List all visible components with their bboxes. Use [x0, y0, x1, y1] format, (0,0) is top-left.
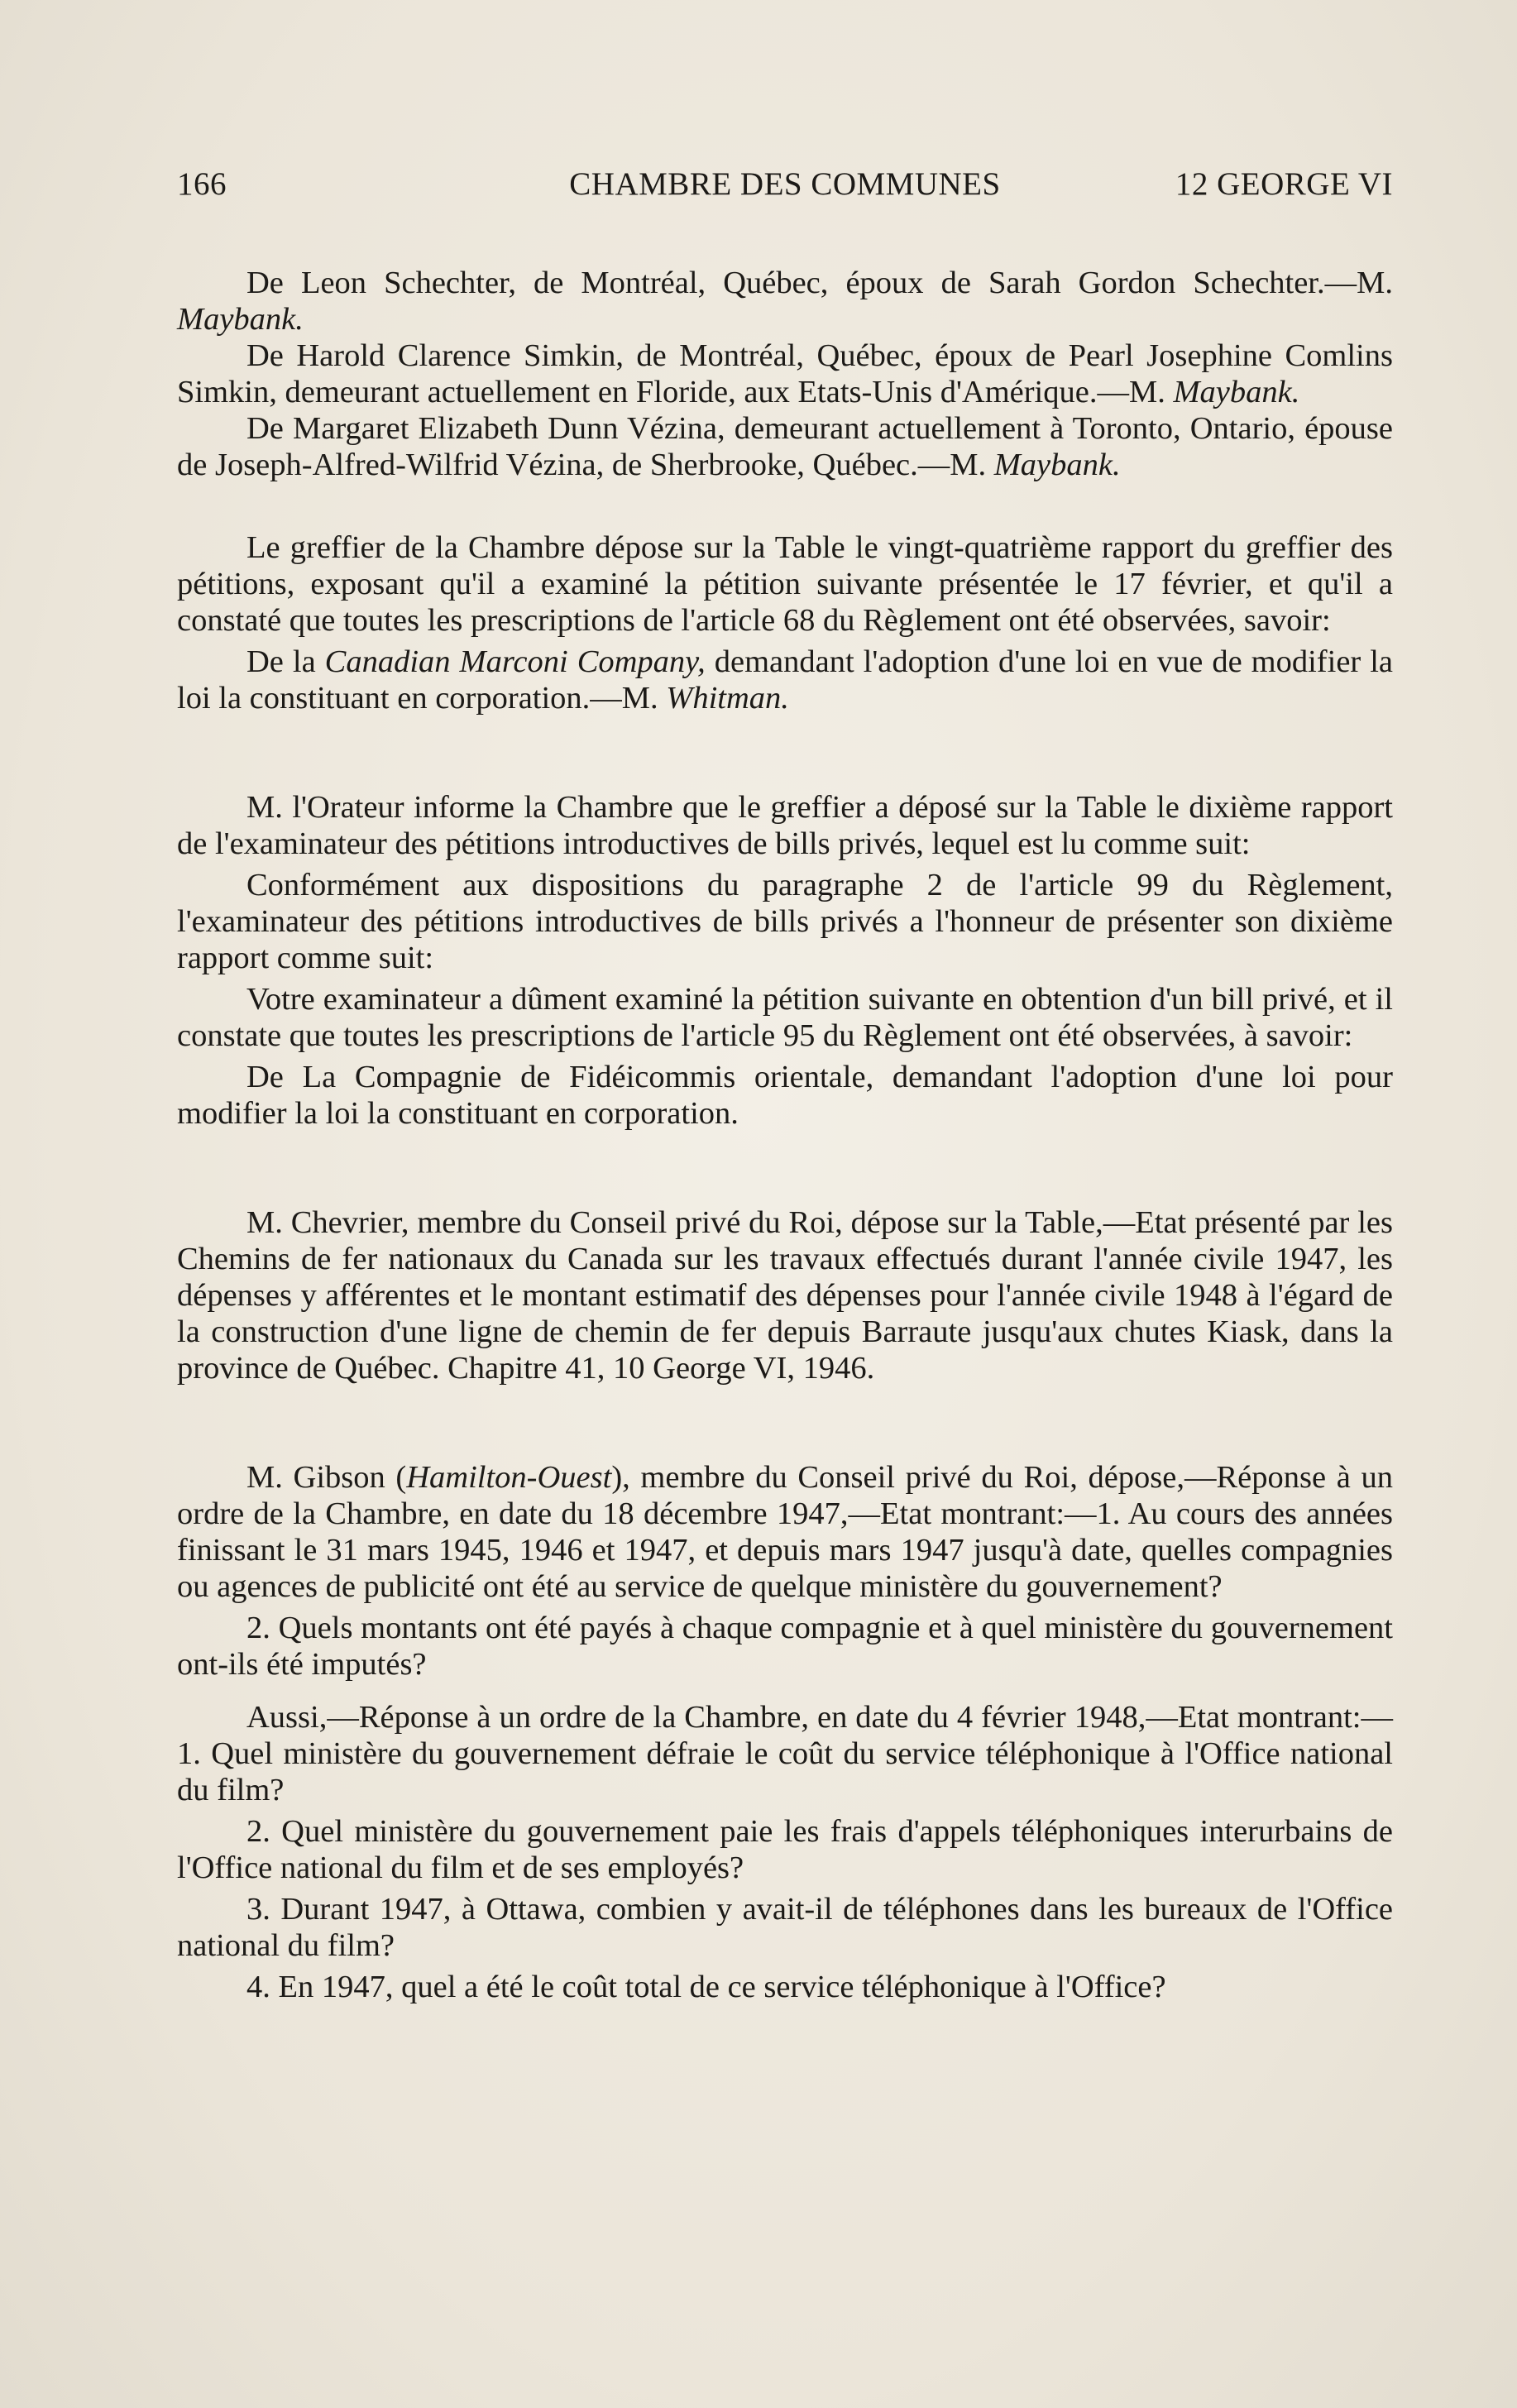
- paragraph-question-4-film: 4. En 1947, quel a été le coût total de ce service téléphonique à l'Office?: [246, 1970, 1166, 2004]
- mover-name: Whitman.: [666, 681, 789, 716]
- paragraph-petition-vezina: De Margaret Elizabeth Dunn Vézina, demeurant actuellement à Toronto, Ontario, épouse de Joseph-Alfred-Wilfrid Vézina, de Sherbrooke, Québec.—M. Maybank.: [177, 411, 1393, 482]
- riding-name: Hamilton-Ouest: [406, 1460, 612, 1495]
- paragraph-marconi-petition: De la Canadian Marconi Company, demandant l'adoption d'une loi en vue de modifier la loi la constituant en corporation.—M. Whitman.: [177, 644, 1393, 716]
- paragraph-petition-schechter: De Leon Schechter, de Montréal, Québec, époux de Sarah Gordon Schechter.—M. Maybank.: [177, 266, 1393, 337]
- paragraph-speaker-informs: M. l'Orateur informe la Chambre que le greffier a déposé sur la Table le dixième rapport de l'examinateur des pétitions introductives de bills privés, lequel est lu comme suit:: [177, 790, 1393, 861]
- running-header: [177, 165, 1393, 212]
- journal-title: CHAMBRE DES COMMUNES: [569, 166, 1001, 202]
- mover-name: Maybank.: [177, 302, 304, 337]
- page-number: 166: [177, 166, 227, 202]
- paragraph-question-2: 2. Quels montants ont été payés à chaque compagnie et à quel ministère du gouvernement ont-ils été imputés?: [177, 1611, 1393, 1682]
- paragraph-petition-simkin: De Harold Clarence Simkin, de Montréal, Québec, époux de Pearl Josephine Comlins Simkin, demeurant actuellement en Floride, aux Etats-Unis d'Amérique.—M. Maybank.: [177, 338, 1393, 409]
- paragraph-aussi-return: Aussi,—Réponse à un ordre de la Chambre, en date du 4 février 1948,—Etat montrant:—1. Quel ministère du gouvernement défraie le coût du service téléphonique à l'Office national du film?: [177, 1700, 1393, 1807]
- paragraph-question-2-film: 2. Quel ministère du gouvernement paie les frais d'appels téléphoniques interurbains de l'Office national du film et de ses employés?: [177, 1814, 1393, 1885]
- mover-name: Maybank.: [993, 448, 1121, 482]
- body-text: [177, 265, 1393, 2005]
- paragraph-clerk-report: Le greffier de la Chambre dépose sur la Table le vingt-quatrième rapport du greffier des pétitions, exposant qu'il a examiné la pétition suivante présentée le 17 février, et qu'il a constaté que toutes les prescriptions de l'article 68 du Règlement ont été observées, savoir:: [177, 530, 1393, 638]
- company-name: Canadian Marconi Company,: [324, 644, 706, 679]
- regnal-year: 12 GEORGE VI: [1175, 166, 1393, 202]
- mover-name: Maybank.: [1173, 375, 1300, 409]
- paragraph-examiner-intro: Conformément aux dispositions du paragraphe 2 de l'article 99 du Règlement, l'examinateur des pétitions introductives de bills privés a l'honneur de présenter son dixième rapport comme suit:: [177, 868, 1393, 975]
- paragraph-gibson-return: M. Gibson (Hamilton-Ouest), membre du Conseil privé du Roi, dépose,—Réponse à un ordre de la Chambre, en date du 18 décembre 1947,—Etat montrant:—1. Au cours des années finissant le 31 mars 1945, 1946 et 1947, et depuis mars 1947 jusqu'à date, quelles compagnies ou agences de publicité ont été au service de quelque ministère du gouvernement?: [177, 1460, 1393, 1604]
- paragraph-examiner-report: Votre examinateur a dûment examiné la pétition suivante en obtention d'un bill privé, et il constate que toutes les prescriptions de l'article 95 du Règlement ont été observées, à savoir:: [177, 982, 1393, 1053]
- paragraph-chevrier-tabling: M. Chevrier, membre du Conseil privé du Roi, dépose sur la Table,—Etat présenté par les Chemins de fer nationaux du Canada sur les travaux effectués durant l'année civile 1947, les dépenses y afférentes et le montant estimatif des dépenses pour l'année civile 1948 à l'égard de la construction d'une ligne de chemin de fer depuis Barraute jusqu'aux chutes Kiask, dans la province de Québec. Chapitre 41, 10 George VI, 1946.: [177, 1205, 1393, 1386]
- paragraph-fideicommis-petition: De La Compagnie de Fidéicommis orientale, demandant l'adoption d'une loi pour modifier la loi la constituant en corporation.: [177, 1060, 1393, 1131]
- paragraph-question-3-film: 3. Durant 1947, à Ottawa, combien y avait-il de téléphones dans les bureaux de l'Office national du film?: [177, 1892, 1393, 1963]
